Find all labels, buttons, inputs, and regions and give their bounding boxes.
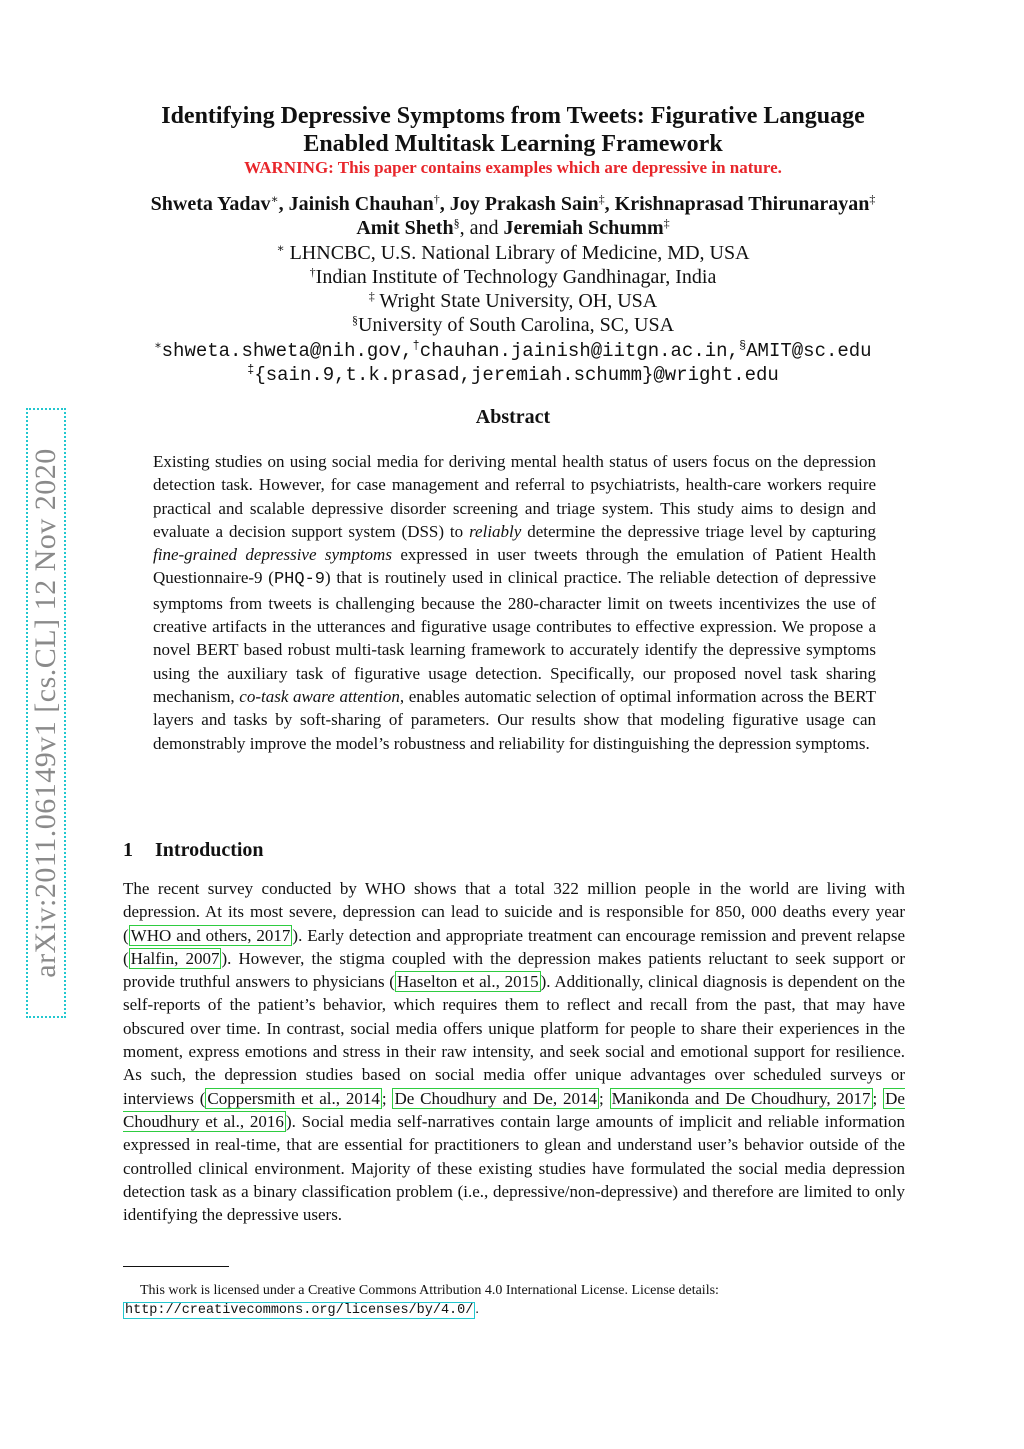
footnote-period: . [475,1302,479,1317]
citation-link[interactable]: Coppersmith et al., 2014 [207,1088,380,1108]
affiliation-text: Wright State University, OH, USA [374,290,658,312]
citation-link[interactable]: WHO and others, 2017 [130,925,291,945]
abstract-segment: Existing studies on using social media for deriving mental health status of users focus on the depression detection task. However, for case management and referral to psychiatrists, health-care workers require practical and scalable depressive disorder screening and triage system. This study aims to design and evaluate a decision support system (DSS) to [153,452,876,541]
author-mark: ∗ [270,192,279,206]
abstract-segment: determine the depressive triage level by capturing [521,521,877,541]
intro-segment: ). However, the stigma coupled with the depression makes patients reluctant to seek support or provide truthful answers to physicians ( [123,948,905,992]
abstract-emphasis: fine-grained depressive symptoms [153,545,392,565]
license-footnote [123,1281,905,1320]
email-mark: ‡ [247,363,255,377]
email: chauhan.jainish@iitgn.ac.in, [419,340,739,362]
affiliation [120,289,906,313]
footnote-rule [123,1266,229,1267]
intro-segment: ). Early detection and appropriate treatment can encourage remission and prevent relapse ( [123,925,905,968]
affiliation-mark: † [309,265,316,279]
author-name: Amit Sheth [356,217,454,239]
author-name: Jeremiah Schumm [503,217,664,239]
email: AMIT@sc.edu [746,340,872,362]
abstract-code: PHQ-9 [273,570,325,590]
abstract-heading: Abstract [475,406,551,428]
affiliation-mark: § [351,313,358,327]
author-mark: ‡ [663,216,670,230]
citation-separator: ; [598,1088,610,1108]
author-name: Joy Prakash Sain [449,193,599,215]
intro-segment: ). Additionally, clinical diagnosis is dependent on the self-reports of the patient’s behavior, which requires them to reflect and recall from the past, that may have obscured over time. In contrast, social media offers unique platform for people to share their experiences in the moment, express emotions and stress in their raw intensity, and seek social and emotional support for resilience. As such, the depression studies based on social media offer unique advantages over scheduled surveys or interviews ( [123,972,906,1108]
affiliation [120,313,906,337]
affiliation [120,265,906,289]
author-mark: ‡ [598,192,605,206]
citation-link[interactable]: Haselton et al., 2015 [396,972,539,992]
email-mark: § [738,339,747,353]
email-mark: † [412,339,420,353]
title-line-2: Enabled Multitask Learning Framework [303,131,723,157]
license-link[interactable]: http://creativecommons.org/licenses/by/4.0/ [125,1303,474,1318]
citation-link[interactable]: De Choudhury and De, 2014 [394,1088,597,1108]
citation-separator: ; [381,1088,393,1108]
affiliation-mark: ∗ [276,241,285,255]
email-line [120,363,906,387]
affiliation-text: Indian Institute of Technology Gandhinagar, India [315,266,717,288]
abstract-emphasis: co-task aware attention [239,686,400,706]
affiliation-text: University of South Carolina, SC, USA [357,314,675,336]
email-mark: ∗ [154,339,162,353]
author-name: Jainish Chauhan [288,193,434,215]
abstract-text [153,450,876,755]
content-warning: WARNING: This paper contains examples which are depressive in nature. [244,158,782,177]
author-list: Shweta Yadav∗, Jainish Chauhan†, Joy Prakash Sain‡, Krishnaprasad Thirunarayan‡ Amit Sheth§, and Jeremiah Schumm‡ [150,192,876,239]
citation-separator: ; [872,1088,884,1108]
footnote-text: This work is licensed under a Creative Commons Attribution 4.0 International License. License details: [140,1283,719,1298]
paper-title [120,102,906,158]
intro-segment: ). Social media self-narratives contain large amounts of implicit and reliable information expressed in real-time, that are essential for practitioners to glean and understand user’s behavior outside of the controlled clinical environment. Majority of these existing studies have formulated the social media depression detection task as a binary classification problem (i.e., depressive/non-depressive) and therefore are limited to only identifying the depressive users. [123,1111,905,1225]
author-name: Shweta Yadav [150,193,271,215]
abstract-segment: ) that is routinely used in clinical practice. The reliable detection of depressive symptoms from tweets is challenging because the 280-character limit on tweets incentivizes the use of creative artifacts in the utterances and figurative usage contributes to effective expression. We propose a novel BERT based robust multi-task learning framework to accurately identify the depressive symptoms using the auxiliary task of figurative usage detection. Specifically, our proposed novel task sharing mechanism, [153,568,876,706]
citation-link[interactable]: Halfin, 2007 [130,948,220,968]
citation-link[interactable]: De Choudhury et al., 2016 [123,1088,905,1131]
abstract-segment: expressed in user tweets through the emulation of Patient Health Questionnaire-9 ( [153,545,876,588]
abstract-emphasis: reliably [469,521,522,541]
author-mark: † [433,192,440,206]
affiliation [120,241,906,265]
section-title: Introduction [155,839,264,861]
section-heading [123,839,264,862]
author-and: , and [459,217,504,239]
title-line-1: Identifying Depressive Symptoms from Tweets: Figurative Language [161,103,865,129]
arxiv-stamp-text: arXiv:2011.06149v1 [cs.CL] 12 Nov 2020 [29,448,62,978]
introduction-text [123,877,905,1226]
abstract-segment: , enables automatic selection of optimal information across the BERT layers and tasks by soft-sharing of parameters. Our results show that modeling figurative usage can demonstrably improve the model’s robustness and reliability for distinguishing the depression symptoms. [153,686,877,753]
section-number: 1 [123,839,133,861]
citation-link[interactable]: Manikonda and De Choudhury, 2017 [611,1088,871,1108]
email-line [120,339,906,363]
author-mark: § [453,216,460,230]
author-name: Krishnaprasad Thirunarayan [614,193,870,215]
email: {sain.9,t.k.prasad,jeremiah.schumm}@wright.edu [254,364,779,386]
arxiv-stamp [26,408,66,1018]
affiliation-text: LHNCBC, U.S. National Library of Medicine, MD, USA [284,242,750,264]
author-mark: ‡ [869,192,876,206]
intro-segment: The recent survey conducted by WHO shows that a total 322 million people in the world are living with depression. At its most severe, depression can lead to suicide and is responsible for 850, 000 deaths every year ( [123,879,905,945]
email: shweta.shweta@nih.gov, [161,340,413,362]
affiliation-mark: ‡ [368,289,375,303]
